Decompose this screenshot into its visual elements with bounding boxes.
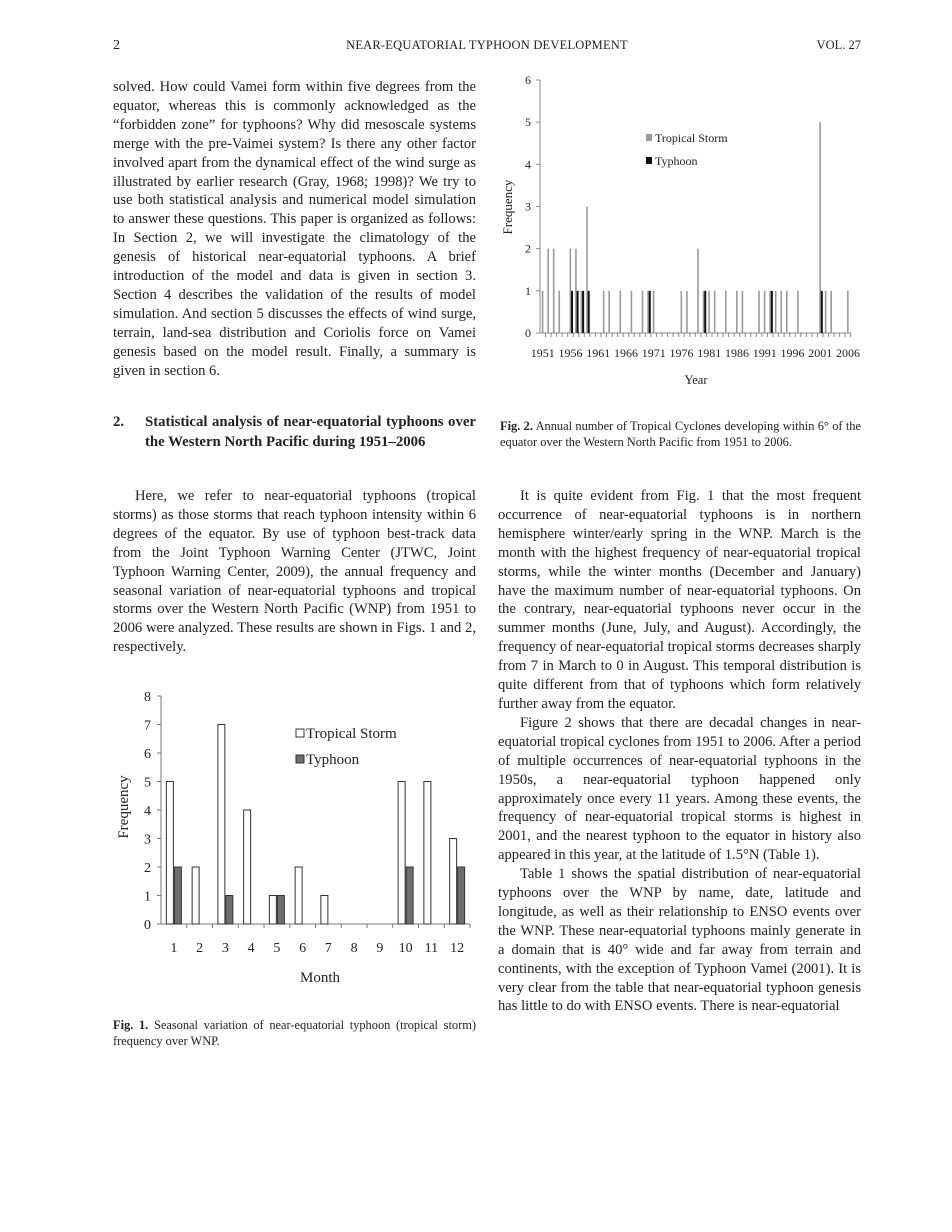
bar-typhoon — [277, 896, 284, 925]
figure-2-caption — [500, 418, 861, 450]
bar-tropical-storm — [819, 122, 821, 333]
x-tick-label: 1981 — [697, 346, 722, 360]
y-tick-label: 3 — [144, 832, 151, 848]
bar-tropical-storm — [620, 291, 622, 333]
bar-tropical-storm — [553, 249, 555, 333]
running-title: NEAR-EQUATORIAL TYPHOON DEVELOPMENT — [346, 38, 628, 52]
legend-swatch — [646, 157, 652, 164]
x-tick-label: 1966 — [613, 346, 638, 360]
bar-tropical-storm — [608, 291, 610, 333]
x-tick-label: 1986 — [724, 346, 749, 360]
x-tick-label: 2006 — [835, 346, 860, 360]
x-tick-label: 5 — [273, 941, 281, 956]
bar-tropical-storm — [321, 896, 328, 925]
y-tick-label: 2 — [144, 861, 151, 876]
y-tick-label: 1 — [144, 889, 151, 905]
section-number: 2. — [113, 414, 125, 430]
bar-tropical-storm — [424, 782, 431, 925]
bar-tropical-storm — [653, 291, 655, 333]
bar-tropical-storm — [581, 291, 583, 333]
bar-typhoon — [458, 867, 465, 924]
bar-typhoon — [649, 291, 651, 333]
x-axis-label: Year — [684, 373, 708, 387]
bar-tropical-storm — [542, 291, 544, 333]
bar-typhoon — [821, 291, 823, 333]
bar-tropical-storm — [686, 291, 688, 333]
y-axis-label: Frequency — [500, 179, 515, 235]
bar-typhoon — [226, 896, 233, 925]
bar-tropical-storm — [586, 207, 588, 334]
bar-typhoon — [771, 291, 773, 333]
bar-tropical-storm — [714, 291, 716, 333]
y-tick-label: 5 — [144, 775, 151, 791]
bar-tropical-storm — [603, 291, 605, 333]
y-tick-label: 1 — [525, 283, 531, 298]
bar-tropical-storm — [725, 291, 727, 333]
right-column-body — [498, 487, 861, 1016]
paragraph: Here, we refer to near-equatorial typhoons (tropical storms) as those storms that reach typhoon intensity within 6 degrees of the equator. By use of typhoon best-track data from the Joint Typhoon Warning Center (JTWC, Joint Typhoon Warning Center, 2009), the annual frequency and seasonal variation of near-equatorial typhoons and tropical storms over the Western North Pacific (WNP) from 1951 to 2006 were analyzed. These results are shown in Figs. 1 and 2, respectively. — [113, 488, 476, 656]
bar-typhoon — [588, 291, 590, 333]
legend-label: Typhoon — [655, 154, 698, 168]
x-tick-label: 1951 — [530, 346, 555, 360]
y-tick-label: 4 — [144, 804, 151, 819]
y-tick-label: 4 — [525, 157, 531, 172]
legend-label: Tropical Storm — [306, 726, 397, 742]
bar-tropical-storm — [547, 249, 549, 333]
bar-tropical-storm — [398, 782, 405, 925]
legend-swatch — [646, 134, 652, 141]
bar-tropical-storm — [708, 291, 710, 333]
x-tick-label: 1996 — [780, 346, 805, 360]
section-heading — [113, 413, 476, 452]
bar-tropical-storm — [742, 291, 744, 333]
bar-tropical-storm — [758, 291, 760, 333]
bar-tropical-storm — [631, 291, 633, 333]
bar-tropical-storm — [847, 291, 849, 333]
legend-label: Tropical Storm — [655, 131, 728, 145]
y-tick-label: 2 — [525, 241, 531, 256]
x-tick-label: 12 — [450, 941, 465, 956]
y-axis-label: Frequency — [116, 775, 132, 839]
bar-tropical-storm — [295, 867, 302, 924]
bar-tropical-storm — [736, 291, 738, 333]
y-tick-label: 6 — [144, 747, 151, 762]
paragraph: solved. How could Vamei form within five degrees from the equator, whereas this is commonly acknowledged as the “forbidden zone” for typhoons? Why did mesoscale systems merge with the pre-Vaimei system? Is there any other factor involved apart from the dynamical effect of the wind surge as illustrated by earlier research (Gray, 1968; 1998)? We try to use both statistical analysis and numerical model simulation to answer these questions. This paper is organized as follows: In Section 2, we will investigate the climatology of the genesis of historical near-equatorial typhoons. A brief introduction of the model and data is given in section 3. Section 4 describes the validation of the results of model simulation. And section 5 discusses the effects of wind surge, terrain, land-sea distribution and Coriolis force on Vamei genesis based on the model result. Finally, a summary is given in section 6. — [113, 79, 476, 379]
bar-tropical-storm — [769, 291, 771, 333]
bar-tropical-storm — [218, 725, 225, 925]
y-tick-label: 8 — [144, 690, 151, 705]
x-tick-label: 7 — [324, 941, 332, 956]
x-tick-label: 11 — [424, 941, 439, 956]
bar-tropical-storm — [830, 291, 832, 333]
x-tick-label: 1976 — [669, 346, 694, 360]
bar-tropical-storm — [647, 291, 649, 333]
bar-tropical-storm — [703, 291, 705, 333]
caption-text: Annual number of Tropical Cyclones developing within 6° of the equator over the Western North Pacific from 1951 to 2006. — [500, 419, 861, 449]
bar-tropical-storm — [575, 249, 577, 333]
y-tick-label: 7 — [144, 718, 151, 734]
bar-typhoon — [582, 291, 584, 333]
bar-tropical-storm — [450, 839, 457, 925]
bar-tropical-storm — [269, 896, 276, 925]
x-tick-label: 10 — [398, 941, 413, 956]
caption-label: Fig. 2. — [500, 419, 533, 433]
x-tick-label: 8 — [350, 941, 358, 956]
paragraph: Table 1 shows the spatial distribution of near-equatorial typhoons over the WNP by name, date, latitude and longitude, as well as their relationship to ENSO events over the WNP. These near-equatorial typhoons mainly generate in a domain that is 40° wide and far away from terrain and continents, with the exception of Typhoon Vamei (2001). It is very clear from the table that near-equatorial typhoon genesis has little to do with ENSO events. There is near-equatorial — [498, 866, 861, 1015]
left-column-body — [113, 487, 476, 657]
y-tick-label: 6 — [525, 73, 531, 87]
caption-text: Seasonal variation of near-equatorial typhoon (tropical storm) frequency over WNP. — [113, 1018, 476, 1048]
bar-typhoon — [406, 867, 413, 924]
paragraph: Figure 2 shows that there are decadal changes in near-equatorial tropical cyclones from 1951 to 2006. After a period of multiple occurrences of near-equatorial typhoons in the 1950s, a near-equatorial typhoon happened only approximately once every 11 years. Among these events, the frequency of near-equatorial tropical storms is highest in 2001, and the nearest typhoon to the equator in history also appeared in this year, at the latitude of 1.5°N (Table 1). — [498, 714, 861, 864]
x-tick-label: 9 — [376, 941, 384, 956]
page-number: 2 — [113, 38, 120, 53]
bar-tropical-storm — [642, 291, 644, 333]
bar-typhoon — [571, 291, 573, 333]
legend-label: Typhoon — [306, 752, 360, 768]
bar-tropical-storm — [764, 291, 766, 333]
y-tick-label: 5 — [525, 115, 531, 130]
figure-1-chart — [110, 685, 480, 995]
x-tick-label: 4 — [247, 941, 255, 956]
x-tick-label: 2 — [196, 941, 204, 956]
x-axis-label: Month — [299, 970, 341, 986]
bar-typhoon — [577, 291, 579, 333]
x-tick-label: 1971 — [641, 346, 666, 360]
bar-tropical-storm — [697, 249, 699, 333]
volume-label: VOL. 27 — [816, 38, 861, 52]
bar-tropical-storm — [570, 249, 572, 333]
x-tick-label: 6 — [299, 941, 307, 956]
bar-tropical-storm — [786, 291, 788, 333]
bar-tropical-storm — [780, 291, 782, 333]
left-column-intro — [113, 78, 476, 381]
bar-typhoon — [174, 867, 181, 924]
x-tick-label: 1961 — [586, 346, 611, 360]
running-header — [113, 38, 861, 56]
x-tick-label: 1991 — [752, 346, 777, 360]
y-tick-label: 0 — [144, 918, 151, 933]
bar-tropical-storm — [797, 291, 799, 333]
legend-swatch — [296, 729, 304, 737]
bar-typhoon — [704, 291, 706, 333]
section-title: Statistical analysis of near-equatorial typhoons over the Western North Pacific during 1951–2006 — [145, 414, 476, 450]
bar-tropical-storm — [558, 291, 560, 333]
y-tick-label: 3 — [525, 199, 531, 214]
legend-swatch — [296, 755, 304, 763]
bar-tropical-storm — [192, 867, 199, 924]
bar-tropical-storm — [825, 291, 827, 333]
bar-tropical-storm — [681, 291, 683, 333]
x-tick-label: 1956 — [558, 346, 583, 360]
bar-tropical-storm — [166, 782, 173, 925]
paragraph: It is quite evident from Fig. 1 that the most frequent occurrence of near-equatorial typhoons is in northern hemisphere winter/early spring in the WNP. March is the month with the highest frequency of near-equatorial tropical storms, while the winter months (December and January) have the maximum number of near-equatorial typhoons. On the contrary, near-equatorial typhoons never occur in the summer months (June, July, and August). Accordingly, the frequency of near-equatorial tropical storms decreases sharply from 7 in March to 0 in August. This temporal distribution is quite different from that of typhoons which form relatively further away from the equator. — [498, 488, 861, 712]
figure-2-chart — [498, 70, 870, 400]
bar-tropical-storm — [244, 810, 251, 924]
x-tick-label: 3 — [221, 941, 229, 956]
y-tick-label: 0 — [525, 326, 531, 340]
figure-1-caption — [113, 1017, 476, 1049]
x-tick-label: 1 — [170, 941, 178, 956]
x-tick-label: 2001 — [808, 346, 833, 360]
caption-label: Fig. 1. — [113, 1018, 149, 1032]
bar-tropical-storm — [775, 291, 777, 333]
